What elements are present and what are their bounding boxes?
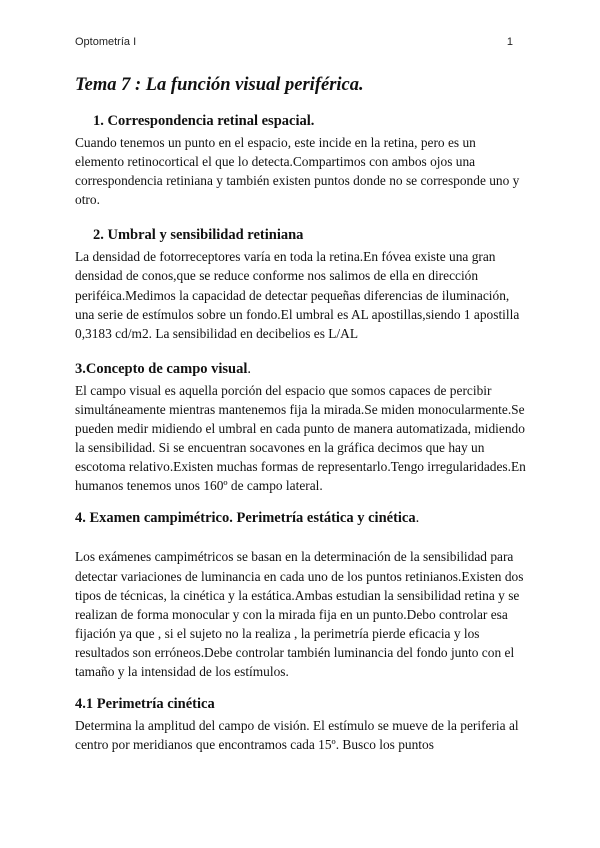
- section-2-heading: 2. Umbral y sensibilidad retiniana: [93, 227, 304, 244]
- section-1-paragraph: Cuando tenemos un punto en el espacio, este incide en la retina, pero es un elemento retinocortical el que lo detecta.Compartimos con ambos ojos una correspondencia retiniana y también existen puntos donde no se corresponde uno y otro.: [75, 135, 520, 208]
- section-2-paragraph: La densidad de fotorreceptores varía en toda la retina.En fóvea existe una gran densidad de conos,que se reduce conforme nos salimos de ella en dirección periféica.Medimos la capacidad de detectar pequeñas diferencias de iluminación, una serie de estímulos sobre un fondo.El umbral es AL apostillas,siendo 1 apostilla 0,3183 cd/m2. La sensibilidad en decibelios es L/AL: [75, 249, 520, 341]
- section-3-paragraph: El campo visual es aquella porción del espacio que somos capaces de percibir simultáneamente mientras mantenemos fija la mirada.Se miden monocularmente.Se pueden medir midiendo el umbral en cada punto de manera automatizada, midiendo la sensibilidad. Si se encuentran socavones en la gráfica decimos que hay un escotoma relativo.Existen muchas formas de representarlo.Tengo irregularidades.En humanos tenemos unos 160º de campo lateral.: [75, 382, 526, 494]
- section-4-1-paragraph: Determina la amplitud del campo de visión. El estímulo se mueve de la periferia al centro por meridianos que encontramos cada 15º. Busco los puntos: [75, 718, 519, 753]
- section-4-paragraph: Los exámenes campimétricos se basan en la determinación de la sensibilidad para detectar variaciones de luminancia en cada uno de los puntos retinianos.Existen dos tipos de técnicas, la cinética y la estática.Ambas estudian la sensibilidad retina y se realizan de forma monocular y con la mirada fija en un punto.Debo controlar esa fijación ya que , si el sujeto no la realiza , la perimetría pierde eficacia y los resultados son erróneos.Debe controlar también luminancia del fondo junto con el tamaño y la intensidad de los estímulos.: [75, 549, 524, 679]
- section-4-heading-text: 4. Examen campimétrico. Perimetría estática y cinética: [75, 510, 416, 527]
- page-header: [75, 36, 513, 48]
- section-1-heading: 1. Correspondencia retinal espacial.: [93, 113, 315, 129]
- document-title: Tema 7 : La función visual periférica.: [75, 75, 364, 95]
- section-4-1-heading: 4.1 Perimetría cinética: [75, 696, 215, 713]
- section-3-heading: [75, 360, 527, 379]
- section-3-heading-text: 3.Concepto de campo visual: [75, 360, 248, 377]
- section-3-heading-tail: .: [247, 360, 252, 377]
- header-page-number: 1: [506, 36, 513, 48]
- document-body: [75, 74, 527, 754]
- section-4-heading: [75, 509, 527, 528]
- section-4-heading-tail: .: [415, 510, 420, 527]
- header-course-title: Optometría I: [75, 36, 137, 48]
